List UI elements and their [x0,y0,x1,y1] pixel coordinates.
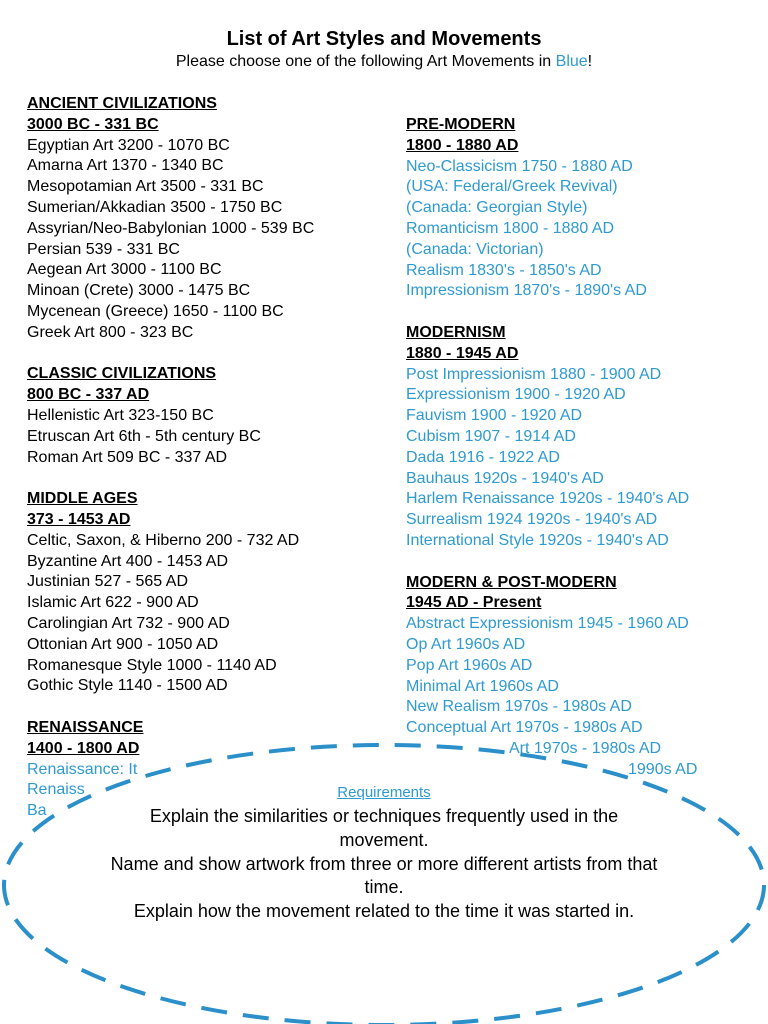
left-column [27,94,314,843]
art-movement-item: International Style 1920s - 1940's AD [406,531,669,549]
art-movement-item: Minimal Art 1960s AD [406,677,559,695]
section-heading: MIDDLE AGES [27,490,138,508]
section-date-range: 1800 - 1880 AD [406,136,519,154]
art-movement-item: Expressionism 1900 - 1920 AD [406,386,626,404]
art-movement-item: Romanesque Style 1000 - 1140 AD [27,656,277,674]
requirement-line-2: Name and show artwork from three or more different artists from that time. [110,853,658,898]
art-movement-item: Celtic, Saxon, & Hiberno 200 - 732 AD [27,531,300,549]
art-movement-item: Byzantine Art 400 - 1453 AD [27,552,229,570]
art-movement-item: Impressionism 1870's - 1890's AD [406,282,647,300]
art-movement-item: Pop Art 1960s AD [406,656,533,674]
art-movement-item: New Realism 1970s - 1980s AD [406,698,632,716]
section-heading: MODERN & POST-MODERN [406,573,617,591]
art-movement-item: Post Impressionism 1880 - 1900 AD [406,365,662,383]
art-movement-item: Amarna Art 1370 - 1340 BC [27,157,224,175]
art-movement-item: Renaissance: It [27,760,138,778]
section [27,94,314,344]
art-movement-item: Art 1970s - 1980s AD [509,739,662,757]
art-movement-item: Conceptual Art 1970s - 1980s AD [406,719,643,737]
section [27,364,314,468]
section-date-range: 1400 - 1800 AD [27,739,140,757]
art-movement-item: Islamic Art 622 - 900 AD [27,594,199,612]
right-column [406,115,697,801]
art-movement-item: Hellenistic Art 323-150 BC [27,406,214,424]
section-date-range: 3000 BC - 331 BC [27,115,159,133]
art-movement-item: Aegean Art 3000 - 1100 BC [27,261,222,279]
page-subtitle [0,53,768,71]
requirements-title: Requirements [337,784,431,801]
subtitle-prefix: Please choose one of the following Art Movements in [175,53,556,70]
page-title: List of Art Styles and Movements [226,28,542,50]
art-movement-item: Gothic Style 1140 - 1500 AD [27,677,228,695]
art-movement-item: Harlem Renaissance 1920s - 1940's AD [406,490,690,508]
art-movement-item: Assyrian/Neo-Babylonian 1000 - 539 BC [27,219,315,237]
art-movement-item: (Canada: Georgian Style) [406,199,588,217]
art-movement-item: Realism 1830's - 1850's AD [406,261,602,279]
art-movement-item: Ottonian Art 900 - 1050 AD [27,635,219,653]
art-movement-item: Greek Art 800 - 323 BC [27,323,194,341]
art-movement-item: Dada 1916 - 1922 AD [406,448,560,466]
art-movement-item: Roman Art 509 BC - 337 AD [27,448,228,466]
subtitle-suffix: ! [587,53,593,70]
requirement-line-3: Explain how the movement related to the time it was started in. [133,901,635,922]
section-heading: MODERNISM [406,323,506,341]
art-movement-item: Surrealism 1924 1920s - 1940's AD [406,511,658,529]
section [406,115,697,302]
requirement-line-1: Explain the similarities or techniques frequently used in the movement. [149,806,619,850]
art-movement-item: Sumerian/Akkadian 3500 - 1750 BC [27,198,283,216]
art-movement-item: Minoan (Crete) 3000 - 1475 BC [27,282,251,300]
art-movement-item: Fauvism 1900 - 1920 AD [406,407,583,425]
art-movement-item: Abstract Expressionism 1945 - 1960 AD [406,615,689,633]
section-date-range: 1880 - 1945 AD [406,344,519,362]
art-movement-item: Egyptian Art 3200 - 1070 BC [27,136,230,154]
art-movement-item: (USA: Federal/Greek Revival) [406,178,618,196]
art-movement-item: Etruscan Art 6th - 5th century BC [27,427,261,445]
art-movement-item: Justinian 527 - 565 AD [27,573,188,591]
art-movement-item: 1990s AD [628,760,698,778]
art-movement-item: Persian 539 - 331 BC [27,240,180,258]
art-movement-item: Cubism 1907 - 1914 AD [406,427,576,445]
art-movement-item: Carolingian Art 732 - 900 AD [27,614,230,632]
requirements-body [110,805,658,924]
section-heading: RENAISSANCE [27,718,144,736]
art-movement-item: Mesopotamian Art 3500 - 331 BC [27,178,264,196]
section-heading: CLASSIC CIVILIZATIONS [27,365,217,383]
art-movement-item: Renaiss [27,781,85,799]
section-date-range: 1945 AD - Present [406,594,542,612]
section [406,323,697,552]
section [27,489,314,697]
art-movement-item: Op Art 1960s AD [406,635,526,653]
section-heading: ANCIENT CIVILIZATIONS [27,95,217,112]
section-date-range: 373 - 1453 AD [27,510,131,528]
art-movement-item: Mycenean (Greece) 1650 - 1100 BC [27,302,284,320]
section-heading: PRE-MODERN [406,116,516,133]
art-movement-item: Ba [27,802,47,820]
art-movement-item: (Canada: Victorian) [406,240,544,258]
art-movement-item: Romanticism 1800 - 1880 AD [406,219,615,237]
art-movement-item: Bauhaus 1920s - 1940's AD [406,469,604,487]
subtitle-blue-word: Blue [555,53,588,70]
section-date-range: 800 BC - 337 AD [27,386,150,404]
art-movement-item: Neo-Classicism 1750 - 1880 AD [406,157,633,175]
